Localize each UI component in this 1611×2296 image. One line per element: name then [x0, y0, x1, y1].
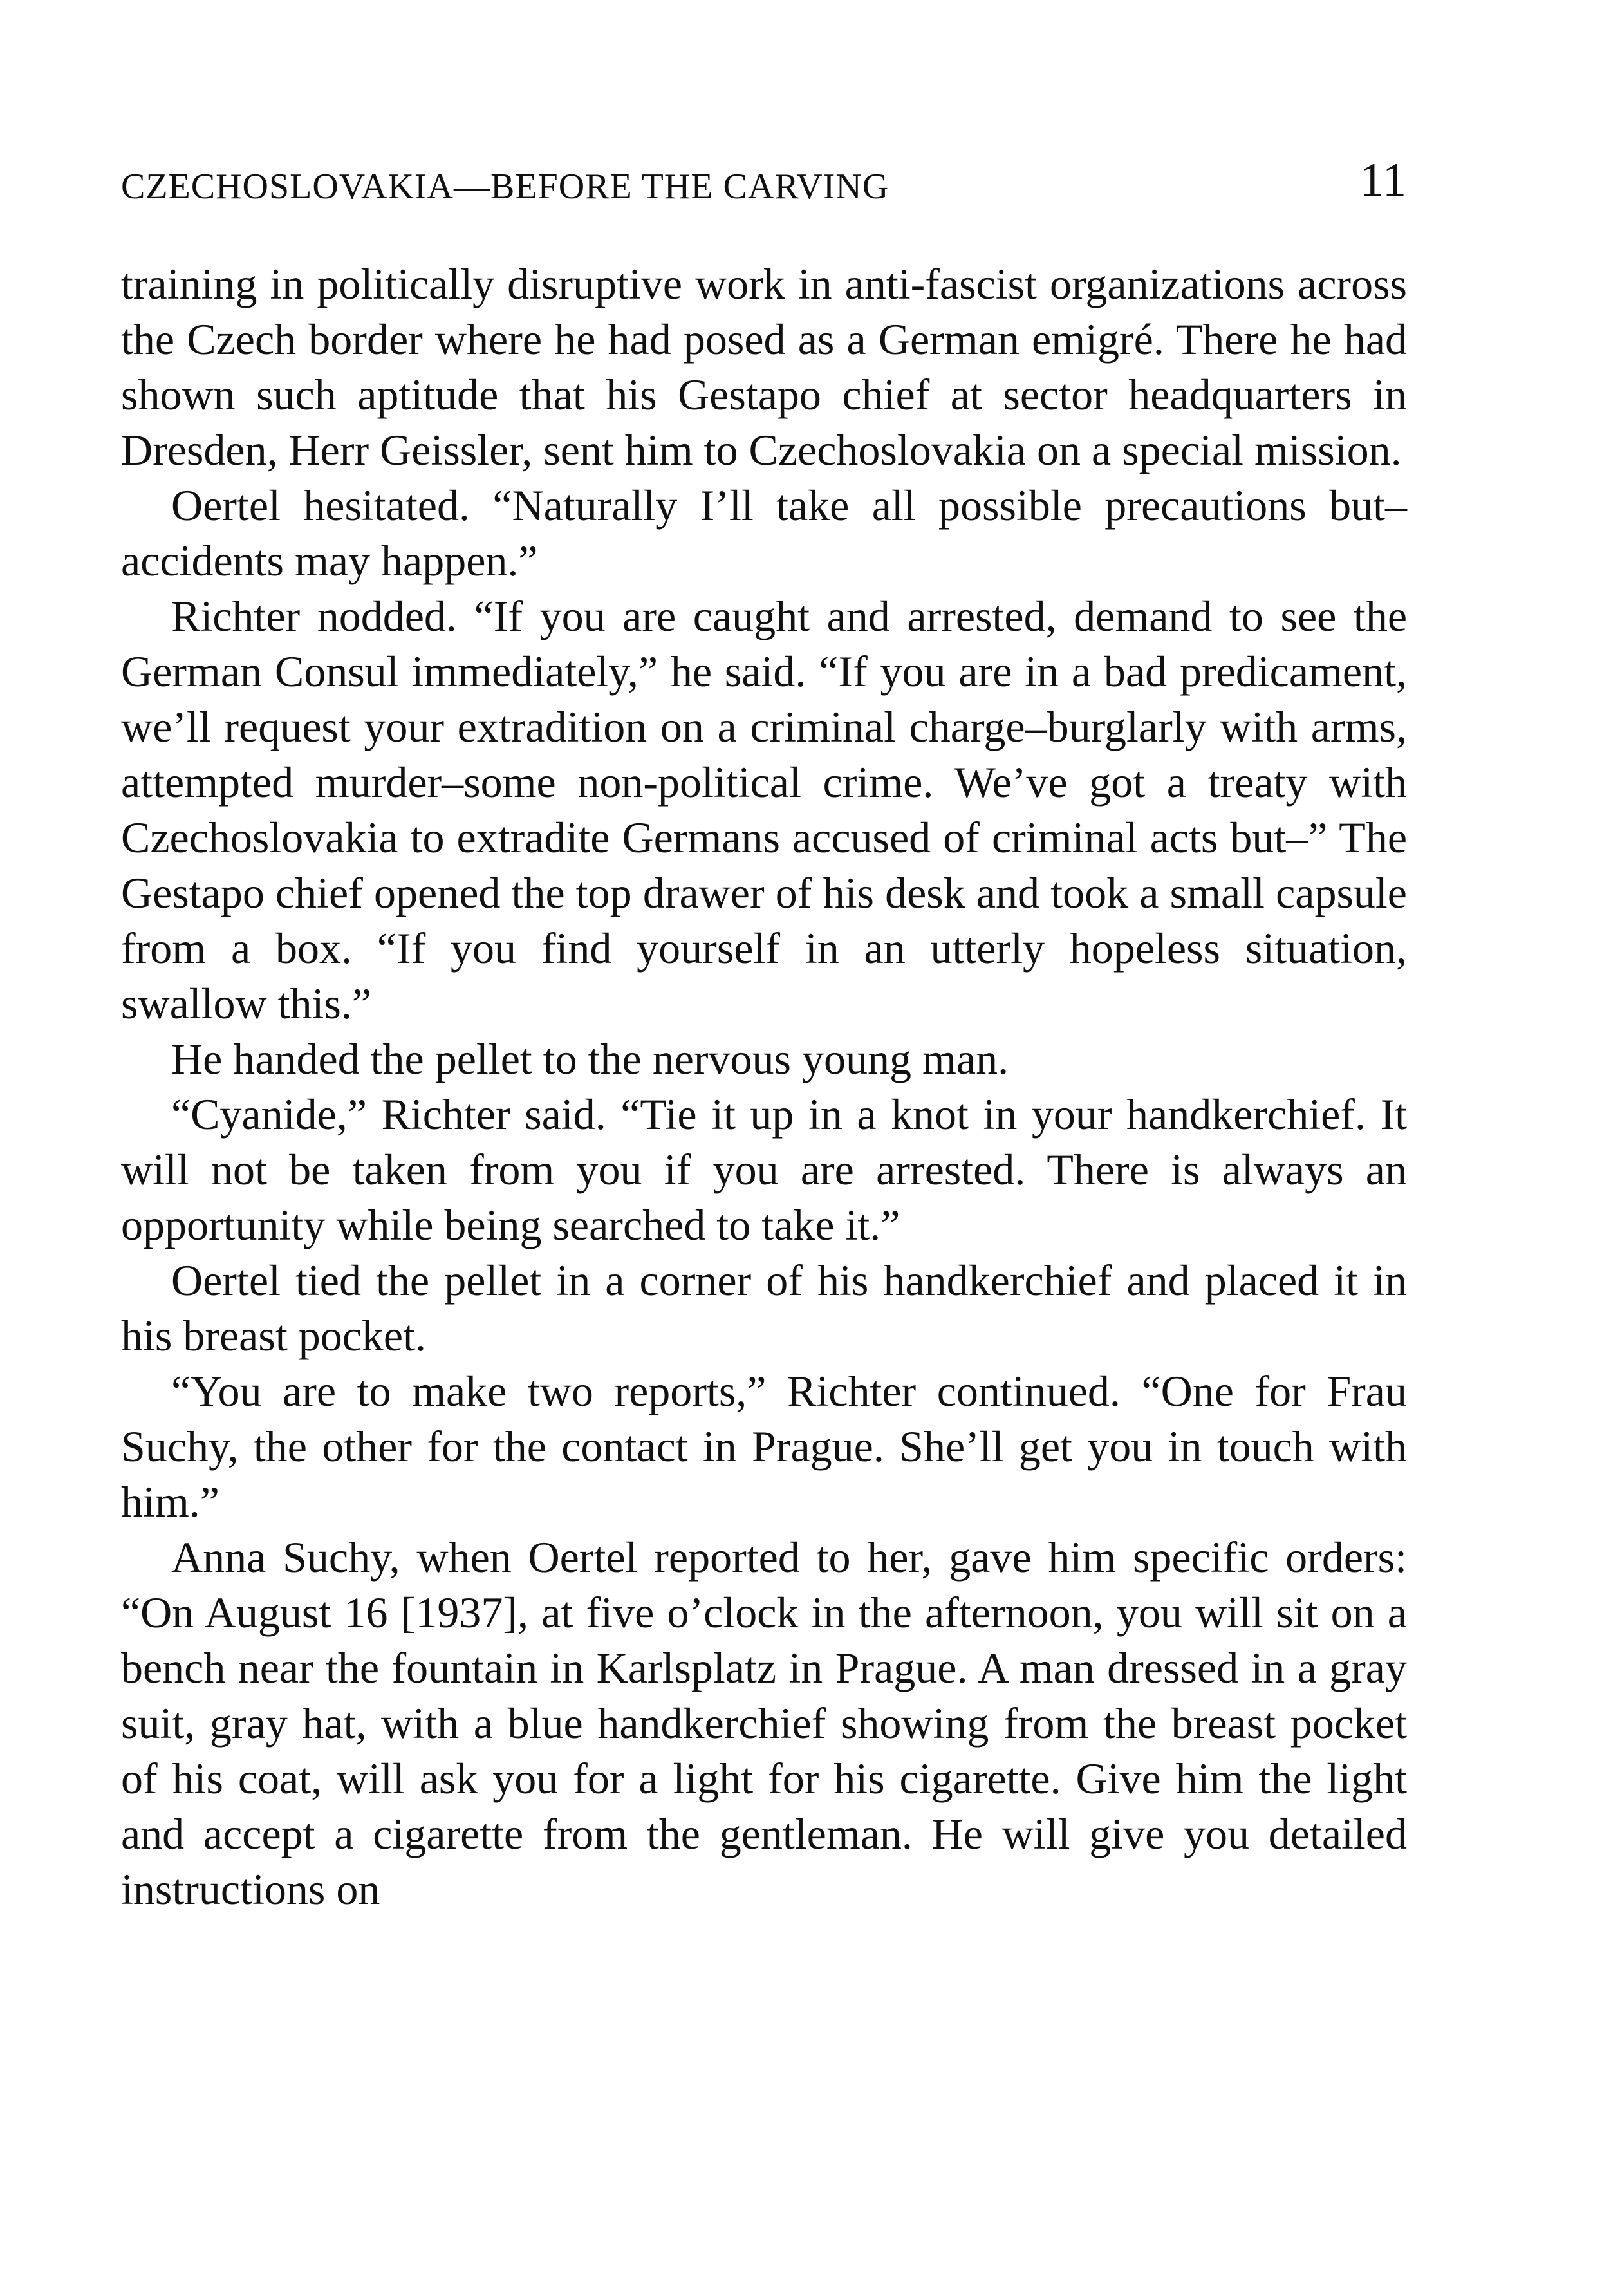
paragraph-1: training in politically disruptive work in anti-fascist organizations across the Czech border where he had posed as a German emigré. There he had shown such aptitude that his Gestapo chief at sector headquarters in Dresden, Herr Geissler, sent him to Czechoslovakia on a special mission. — [121, 259, 1407, 474]
body-text — [121, 256, 1407, 1917]
paragraph-3: Richter nodded. “If you are caught and arrested, demand to see the German Consul immediately,” he said. “If you are in a bad predicament, we’ll request your extradition on a criminal charge–burglarly with arms, attempted murder–some non-political crime. We’ve got a treaty with Czechoslovakia to extradite Germans accused of criminal acts but–” The Gestapo chief opened the top drawer of his desk and took a small capsule from a box. “If you find yourself in an utterly hopeless situation, swallow this.” — [121, 592, 1407, 1028]
paragraph-5: “Cyanide,” Richter said. “Tie it up in a knot in your handkerchief. It will not be taken from you if you are arrested. There is always an opportunity while being searched to take it.” — [121, 1090, 1407, 1249]
paragraph-6: Oertel tied the pellet in a corner of his handkerchief and placed it in his breast pocket. — [121, 1256, 1407, 1360]
page-number: 11 — [1359, 154, 1407, 207]
running-title: CZECHOSLOVAKIA—BEFORE THE CARVING — [121, 167, 889, 207]
paragraph-4: He handed the pellet to the nervous young man. — [171, 1034, 1009, 1083]
paragraph-2: Oertel hesitated. “Naturally I’ll take all possible precautions but–accidents may happen.” — [121, 481, 1407, 585]
paragraph-7: “You are to make two reports,” Richter continued. “One for Frau Suchy, the other for the contact in Prague. She’ll get you in touch with him.” — [121, 1367, 1407, 1526]
running-head — [121, 153, 1407, 211]
paragraph-8: Anna Suchy, when Oertel reported to her, gave him specific orders: “On August 16 [1937], at five o’clock in the afternoon, you will sit on a bench near the fountain in Karlsplatz in Prague. A man dressed in a gray suit, gray hat, with a blue handkerchief showing from the breast pocket of his coat, will ask you for a light for his cigarette. Give him the light and accept a cigarette from the gentleman. He will give you detailed instructions on — [121, 1533, 1407, 1914]
